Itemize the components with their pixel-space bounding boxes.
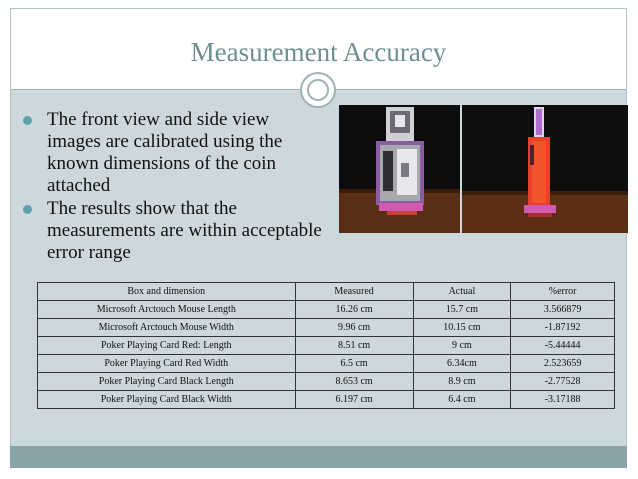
- cell-error: 3.566879: [511, 301, 615, 319]
- side-view-photo: [462, 105, 628, 233]
- cell-error: -2.77528: [511, 373, 615, 391]
- bullet-text: The front view and side view images are calibrated using the known dimensions of the coin attached: [47, 109, 283, 196]
- cell-measured: 9.96 cm: [295, 319, 413, 337]
- bullet-list: [21, 109, 326, 265]
- cell-actual: 8.9 cm: [413, 373, 511, 391]
- measurement-table: [37, 282, 615, 409]
- cell-actual: 15.7 cm: [413, 301, 511, 319]
- circle-ornament-icon: [300, 72, 336, 108]
- bullet-text: The results show that the measurements are within acceptable error range: [47, 198, 322, 263]
- bullet-item: [21, 198, 326, 264]
- table-row: [38, 355, 615, 373]
- cell-dimension: Poker Playing Card Black Length: [38, 373, 296, 391]
- cell-error: -5.44444: [511, 337, 615, 355]
- cell-dimension: Microsoft Arctouch Mouse Width: [38, 319, 296, 337]
- cell-error: -3.17188: [511, 391, 615, 409]
- table-row: [38, 391, 615, 409]
- header-actual: Actual: [413, 283, 511, 301]
- cell-actual: 6.34cm: [413, 355, 511, 373]
- cell-error: 2.523659: [511, 355, 615, 373]
- bullet-dot-icon: [23, 116, 32, 125]
- bullet-dot-icon: [23, 205, 32, 214]
- header-box-dimension: Box and dimension: [38, 283, 296, 301]
- header-error: %error: [511, 283, 615, 301]
- cell-measured: 6.5 cm: [295, 355, 413, 373]
- bullet-item: [21, 109, 326, 197]
- table-row: [38, 337, 615, 355]
- cell-dimension: Poker Playing Card Red: Length: [38, 337, 296, 355]
- table-row: [38, 373, 615, 391]
- cell-measured: 8.653 cm: [295, 373, 413, 391]
- footer-band: [10, 446, 627, 468]
- cell-actual: 9 cm: [413, 337, 511, 355]
- cell-measured: 16.26 cm: [295, 301, 413, 319]
- front-view-photo: [339, 105, 460, 233]
- cell-measured: 8.51 cm: [295, 337, 413, 355]
- table-header-row: [38, 283, 615, 301]
- cell-measured: 6.197 cm: [295, 391, 413, 409]
- slide-title: Measurement Accuracy: [190, 37, 447, 67]
- cell-actual: 6.4 cm: [413, 391, 511, 409]
- cell-dimension: Poker Playing Card Red Width: [38, 355, 296, 373]
- cell-dimension: Microsoft Arctouch Mouse Length: [38, 301, 296, 319]
- cell-error: -1.87192: [511, 319, 615, 337]
- table-row: [38, 301, 615, 319]
- cell-dimension: Poker Playing Card Black Width: [38, 391, 296, 409]
- cell-actual: 10.15 cm: [413, 319, 511, 337]
- table-row: [38, 319, 615, 337]
- header-measured: Measured: [295, 283, 413, 301]
